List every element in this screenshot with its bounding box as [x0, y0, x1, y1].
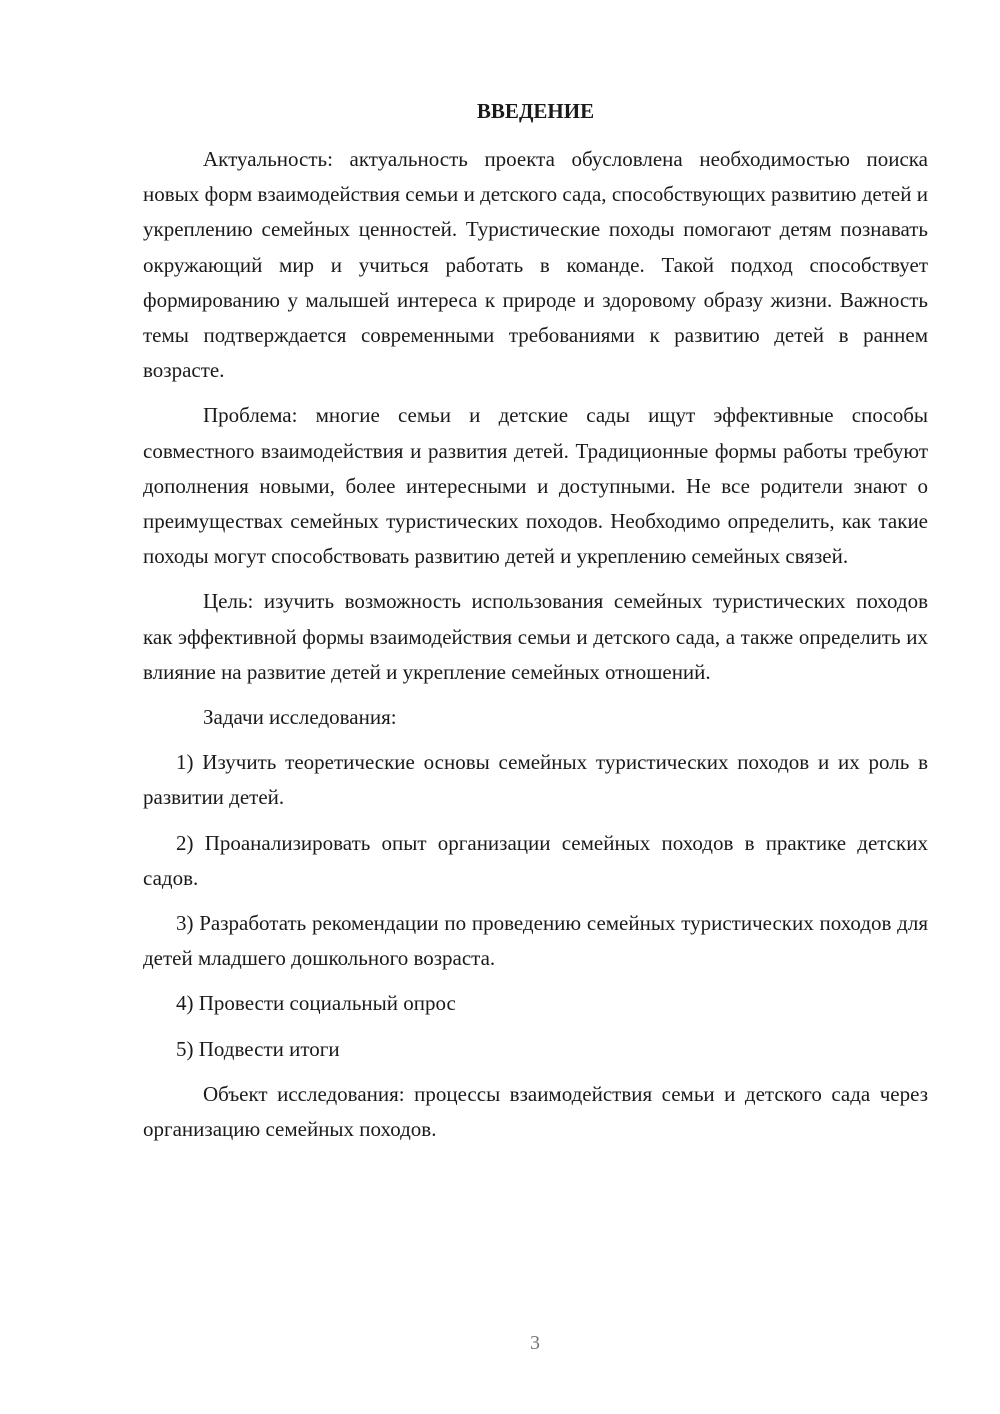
paragraph-object: Объект исследования: процессы взаимодействия семьи и детского сада через организацию семейных походов. [143, 1081, 928, 1142]
tasks-list [143, 745, 928, 1067]
paragraph-relevance: Актуальность: актуальность проекта обусловлена необходимостью поиска новых форм взаимодействия семьи и детского сада, способствующих развитию детей и укреплению семейных ценностей. Туристические походы помогают детям познавать окружающий мир и учиться работать в команде. Такой подход способствует формированию у малышей интереса к природе и здоровому образу жизни. Важность темы подтверждается современными требованиями к развитию детей в раннем возрасте. [143, 147, 928, 383]
document-page [143, 94, 928, 1147]
page-title: ВВЕДЕНИЕ [476, 99, 595, 123]
list-item: 4) Провести социальный опрос [176, 991, 456, 1016]
paragraph-goal: Цель: изучить возможность использования семейных туристических походов как эффективной формы взаимодействия семьи и детского сада, а также определить их влияние на развитие детей и укрепление семейных отношений. [143, 589, 928, 684]
page-number: 3 [530, 1332, 540, 1354]
list-item: 3) Разработать рекомендации по проведению семейных туристических походов для детей младшего дошкольного возраста. [143, 911, 928, 971]
list-item: 2) Проанализировать опыт организации семейных походов в практике детских садов. [143, 830, 928, 890]
list-item: 5) Подвести итоги [176, 1036, 340, 1061]
list-item: 1) Изучить теоретические основы семейных туристических походов и их роль в развитии детей. [143, 750, 928, 810]
paragraph-problem: Проблема: многие семьи и детские сады ищут эффективные способы совместного взаимодействия и развития детей. Традиционные формы работы требуют дополнения новыми, более интересными и доступными. Не все родители знают о преимуществах семейных туристических походов. Необходимо определить, как такие походы могут способствовать развитию детей и укреплению семейных связей. [143, 403, 928, 569]
tasks-label: Задачи исследования: [203, 705, 397, 730]
